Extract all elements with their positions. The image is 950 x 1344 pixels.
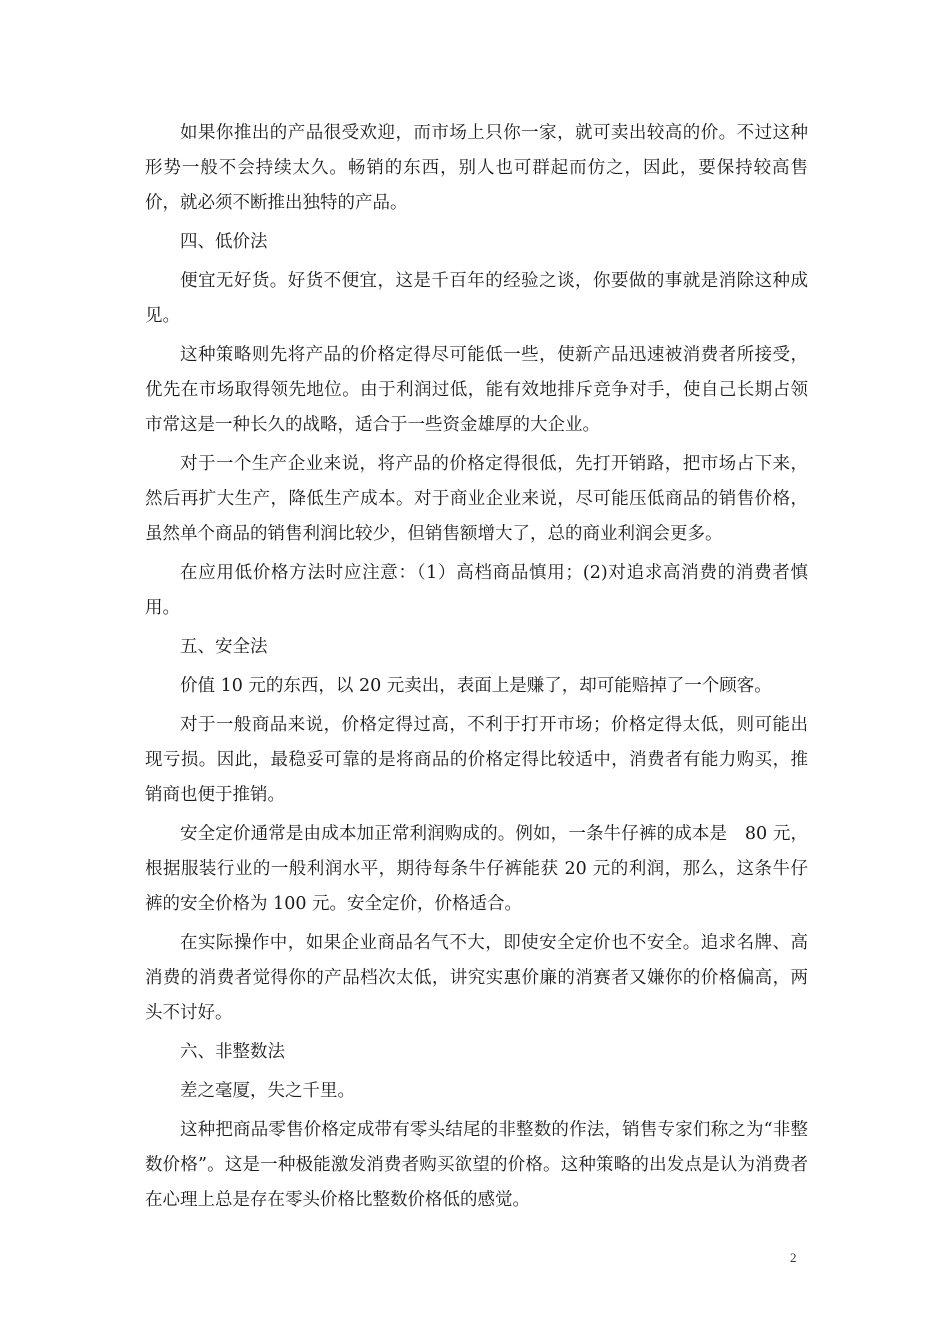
paragraph: 这种把商品零售价格定成带有零头结尾的非整数的作法，销售专家们称之为“非整数价格”。这是一种极能激发消费者购买欲望的价格。这种策略的出发点是认为消费者在心理上总是存在零头价格比整数价格低的感觉。	[145, 1120, 808, 1210]
page-number: 2	[790, 1250, 797, 1265]
paragraph: 在实际操作中，如果企业商品名气不大，即使安全定价也不安全。追求名牌、高消费的消费者觉得你的产品档次太低，讲究实惠价廉的消赛者又嫌你的价格偏高，两头不讨好。	[145, 933, 808, 1023]
paragraph: 差之毫厦，失之千里。	[180, 1081, 355, 1101]
paragraph: 便宜无好货。好货不便宜，这是千百年的经验之谈，你要做的事就是消除这种成见。	[145, 271, 808, 326]
section-heading: 五、安全法	[180, 637, 268, 657]
paragraph: 安全定价通常是由成本加正常利润购成的。例如，一条牛仔裤的成本是 80 元，根据服装行业的一般利润水平，期待每条牛仔裤能获 20 元的利润，那么，这条牛仔裤的安全价格为 100 元。安全定价，价格适合。	[145, 824, 808, 914]
paragraph: 如果你推出的产品很受欢迎，而市场上只你一家，就可卖出较高的价。不过这种形势一般不会持续太久。畅销的东西，别人也可群起而仿之，因此，要保持较高售价，就必须不断推出独特的产品。	[145, 123, 808, 213]
paragraph: 对于一个生产企业来说，将产品的价格定得很低，先打开销路，把市场占下来，然后再扩大生产，降低生产成本。对于商业企业来说，尽可能压低商品的销售价格，虽然单个商品的销售利润比较少，但销售额增大了，总的商业利润会更多。	[145, 454, 808, 544]
paragraph: 在应用低价格方法时应注意：（1）高档商品慎用；(2)对追求高消费的消费者慎用。	[145, 563, 808, 618]
section-heading: 四、低价法	[180, 232, 268, 252]
document-body	[145, 116, 808, 1222]
section-heading: 六、非整数法	[180, 1042, 285, 1062]
paragraph: 价值 10 元的东西，以 20 元卖出，表面上是赚了，却可能赔掉了一个顾客。	[180, 676, 772, 696]
paragraph: 对于一般商品来说，价格定得过高，不利于打开市场；价格定得太低，则可能出现亏损。因此，最稳妥可靠的是将商品的价格定得比较适中，消费者有能力购买，推销商也便于推销。	[145, 715, 808, 805]
paragraph: 这种策略则先将产品的价格定得尽可能低一些，使新产品迅速被消费者所接受，优先在市场取得领先地位。由于利润过低，能有效地排斥竞争对手，使自己长期占领市常这是一种长久的战略，适合于一些资金雄厚的大企业。	[145, 345, 808, 435]
